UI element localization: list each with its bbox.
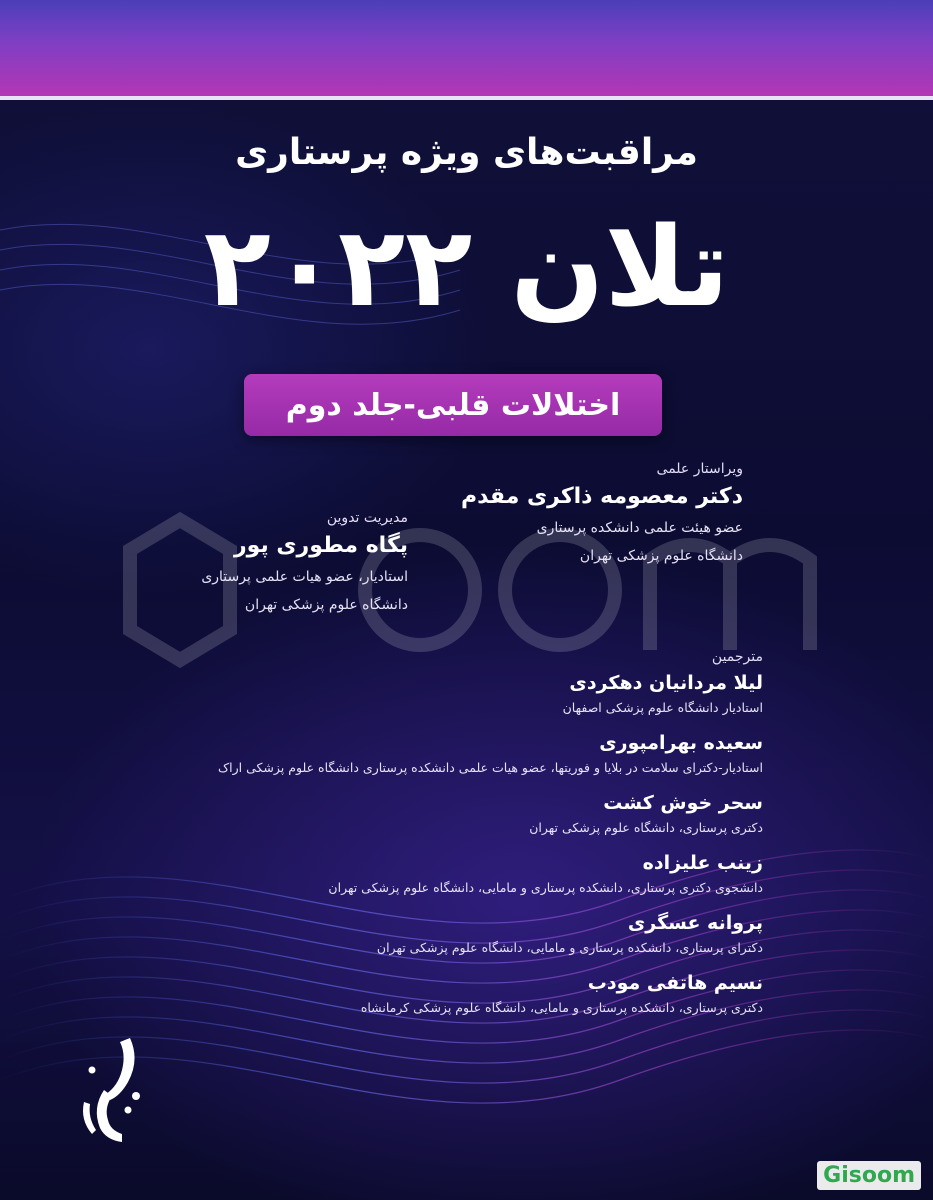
editor-name: دکتر معصومه ذاکری مقدم <box>461 484 743 509</box>
translator-name: پروانه عسگری <box>627 912 763 934</box>
translator-name: سحر خوش کشت <box>603 792 763 814</box>
translator-entry <box>63 728 763 778</box>
translator-name: نسیم هاتفی مودب <box>587 972 763 994</box>
translator-entry <box>63 788 763 838</box>
manager-name: پگاه مطوری پور <box>233 533 408 558</box>
editor-role-label: ویراستار علمی <box>656 461 743 477</box>
translator-entry <box>63 668 763 718</box>
top-band-divider <box>0 96 933 100</box>
manager-role-label: مدیریت تدوین <box>326 510 408 526</box>
translator-name: زینب علیزاده <box>642 852 763 874</box>
scientific-editor-block <box>383 458 743 570</box>
editor-desc-line: دانشگاه علوم پزشکی تهران <box>579 548 743 564</box>
editor-desc-line: عضو هیئت علمی دانشکده پرستاری <box>536 520 743 536</box>
translator-name: سعیده بهرامپوری <box>599 732 763 754</box>
compilation-manager-block <box>48 507 408 619</box>
translators-role-label: مترجمین <box>711 649 763 665</box>
translator-entry <box>63 848 763 898</box>
translator-desc: استادیار-دکترای سلامت در بلایا و فوریتها، عضو هیات علمی دانشکده پرستاری دانشگاه علوم پزشکی اراک <box>217 760 763 775</box>
translators-block <box>63 646 763 1028</box>
book-title: تلان ۲۰۲۲ <box>203 203 730 331</box>
translator-entry <box>63 908 763 958</box>
translator-desc: دکترای پرستاری، دانشکده پرستاری و مامایی، دانشگاه علوم پزشکی تهران <box>376 940 763 955</box>
publisher-logo <box>70 1030 160 1150</box>
series-title: مراقبت‌های ویژه پرستاری <box>235 132 698 173</box>
volume-badge <box>244 374 662 436</box>
translator-desc: استادیار دانشگاه علوم پزشکی اصفهان <box>562 700 763 715</box>
translator-desc: دکتری پرستاری، دانشکده پرستاری و مامایی، دانشگاه علوم پزشکی کرمانشاه <box>360 1000 763 1015</box>
translator-desc: دکتری پرستاری، دانشگاه علوم پزشکی تهران <box>529 820 763 835</box>
translator-desc: دانشجوی دکتری پرستاری، دانشکده پرستاری و مامایی، دانشگاه علوم پزشکی تهران <box>328 880 763 895</box>
translator-entry <box>63 968 763 1018</box>
manager-desc-line: استادیار، عضو هیات علمی پرستاری <box>201 569 408 585</box>
site-watermark: Gisoom <box>817 1161 921 1190</box>
top-color-band <box>0 0 933 98</box>
translator-name: لیلا مردانیان دهکردی <box>569 672 763 694</box>
volume-label: اختلالات قلبی-جلد دوم <box>285 387 621 423</box>
manager-desc-line: دانشگاه علوم پزشکی تهران <box>244 597 408 613</box>
